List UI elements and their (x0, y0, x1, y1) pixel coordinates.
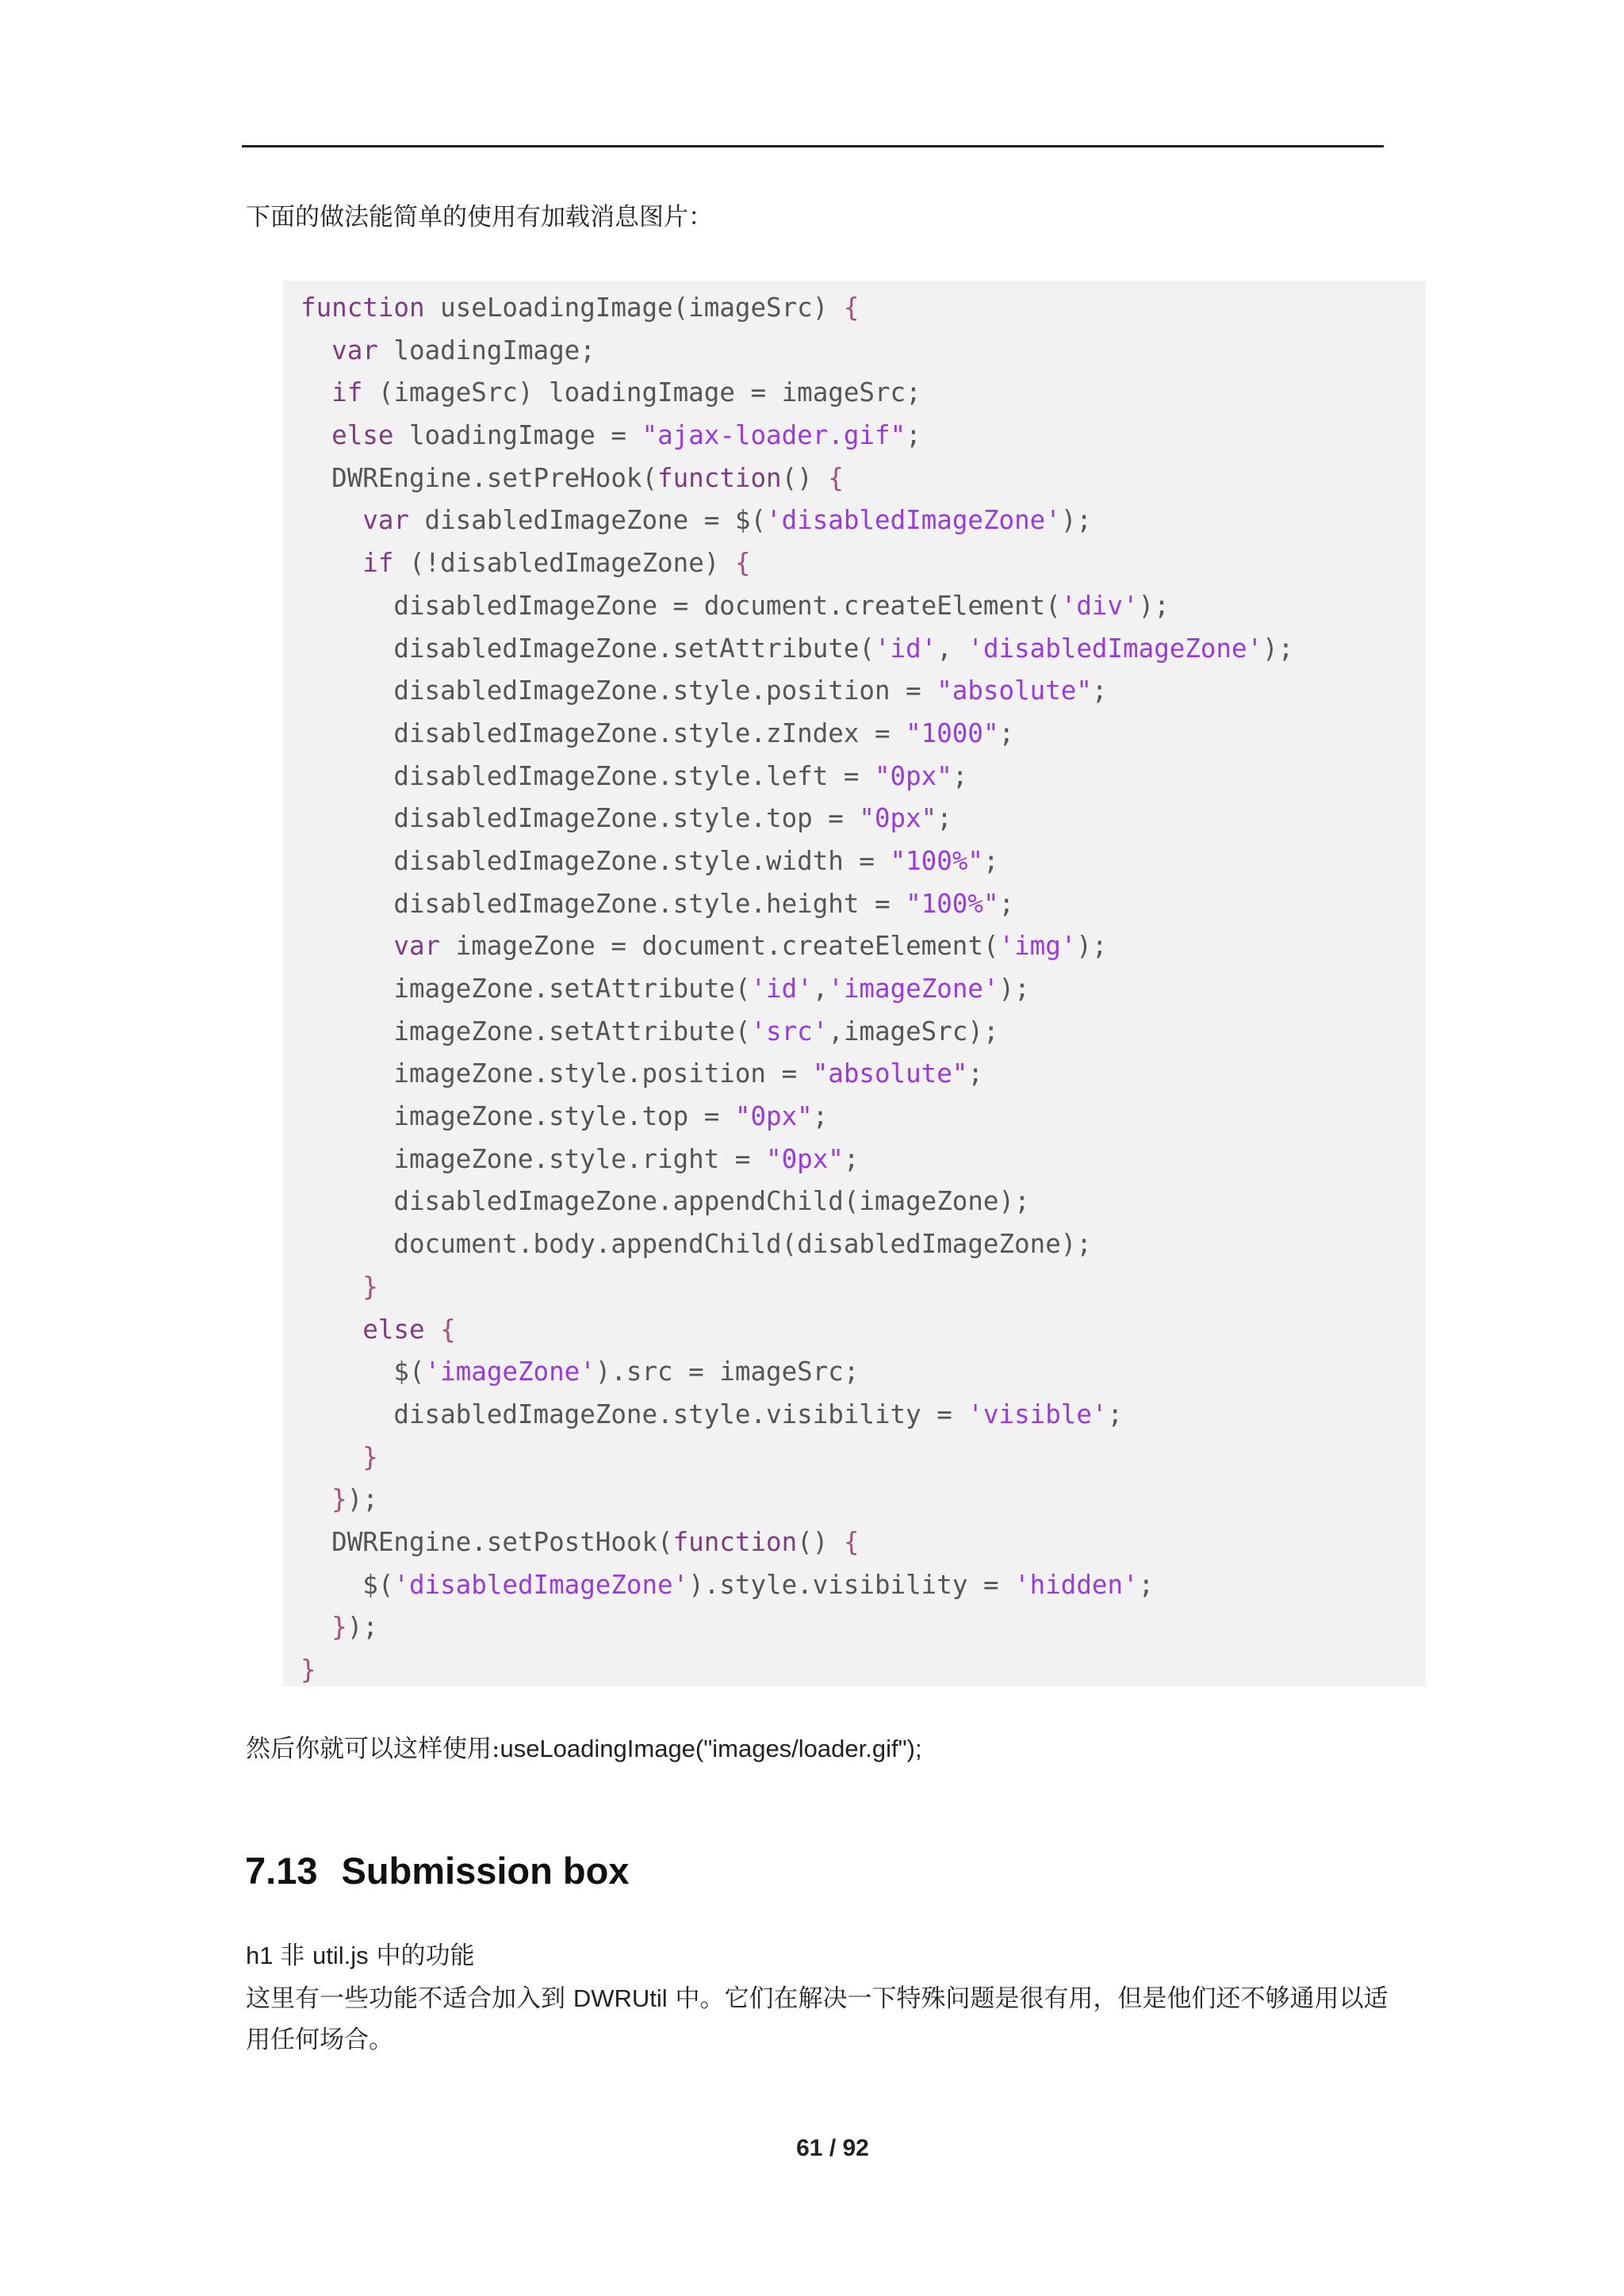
code-line (301, 756, 1426, 798)
code-token: ; (936, 803, 952, 834)
code-token: ; (982, 845, 999, 876)
code-line (301, 499, 1426, 542)
code-token: else (362, 1314, 425, 1345)
usage-code: useLoadingImage("images/loader.gif"); (500, 1735, 922, 1762)
code-line (301, 1606, 1426, 1649)
code-line (301, 1011, 1426, 1054)
code-token: "1000" (906, 718, 999, 748)
code-token: ); (347, 1484, 378, 1515)
code-token (301, 377, 331, 408)
code-token: 'id' (750, 974, 813, 1004)
paragraph-line-1 (246, 1934, 474, 1977)
code-token: imageZone.setAttribute( (301, 1016, 751, 1047)
code-line (301, 1479, 1426, 1521)
code-token: imageZone.style.right = (301, 1143, 766, 1174)
code-token: function (672, 1526, 798, 1557)
code-line (301, 1266, 1426, 1309)
code-token: disabledImageZone.style.height = (301, 888, 906, 919)
header-rule (242, 145, 1384, 147)
code-token: ; (843, 1143, 860, 1174)
code-token: } (301, 1655, 316, 1685)
code-token: if (331, 377, 363, 408)
section-number: 7.13 (245, 1850, 318, 1892)
code-token: 'imageZone' (424, 1357, 596, 1387)
code-token (301, 1314, 362, 1345)
code-block (283, 281, 1426, 1686)
code-token: "0px" (766, 1143, 844, 1174)
code-token: ; (1107, 1399, 1124, 1429)
code-line (301, 287, 1426, 330)
code-line (301, 883, 1426, 926)
code-token (301, 1272, 362, 1302)
code-token: "100%" (906, 888, 999, 919)
code-line (301, 925, 1426, 968)
code-line (301, 1521, 1426, 1564)
code-token: function (657, 462, 782, 493)
code-line (301, 1181, 1426, 1223)
code-token: (!disabledImageZone) (393, 548, 735, 579)
para-text: 非 (280, 1942, 312, 1970)
code-token (301, 1484, 331, 1514)
code-token: 'div' (1060, 590, 1139, 621)
code-token: } (331, 1612, 347, 1643)
usage-text (246, 1732, 922, 1766)
code-token: disabledImageZone.appendChild(imageZone); (301, 1186, 1030, 1217)
code-token: ).style.visibility = (688, 1569, 1015, 1600)
code-line (301, 1394, 1426, 1437)
code-line (301, 713, 1426, 756)
code-token: ; (1091, 675, 1108, 706)
code-line (301, 372, 1426, 415)
code-token: "100%" (890, 845, 983, 876)
code-line (301, 840, 1426, 883)
code-line (301, 628, 1426, 671)
code-token (425, 1314, 441, 1345)
code-token: imageZone.style.top = (301, 1101, 735, 1132)
code-token: loadingImage; (377, 335, 596, 365)
para-text: 中的功能 (368, 1942, 475, 1970)
code-token: disabledImageZone.style.left = (301, 760, 875, 791)
code-token: useLoadingImage(imageSrc) (424, 293, 844, 323)
code-token: ); (1076, 931, 1108, 962)
code-token: () (781, 462, 829, 493)
code-line (301, 542, 1426, 585)
code-token (301, 1442, 362, 1472)
code-token: disabledImageZone = document.createElement( (301, 590, 1061, 621)
code-token: $( (301, 1357, 425, 1387)
code-token: disabledImageZone.style.zIndex = (301, 718, 906, 748)
code-token: "0px" (734, 1101, 813, 1132)
page-number: 61 / 92 (796, 2135, 869, 2161)
code-token: 'visible' (967, 1399, 1108, 1429)
code-token: 'disabledImageZone' (393, 1569, 689, 1600)
code-token: 'disabledImageZone' (766, 505, 1061, 536)
code-token: "ajax-loader.gif" (642, 420, 906, 451)
code-token: 'imageZone' (828, 974, 999, 1004)
code-line (301, 1053, 1426, 1096)
code-token: { (440, 1314, 456, 1345)
intro-text: 下面的做法能简单的使用有加载消息图片： (246, 203, 713, 232)
code-token: ); (998, 974, 1030, 1004)
code-token: } (362, 1271, 378, 1302)
paragraph-line-3: 用任何场合。 (246, 2026, 393, 2054)
code-line (301, 1096, 1426, 1138)
code-line (301, 1564, 1426, 1607)
code-token: , (936, 633, 968, 664)
usage-prefix: 然后你就可以这样使用: (246, 1735, 500, 1763)
code-token: (imageSrc) loadingImage = imageSrc; (362, 377, 921, 408)
code-line (301, 1351, 1426, 1394)
para-text: DWRUtil (573, 1984, 668, 2012)
section-heading (245, 1847, 629, 1895)
code-token: 'img' (998, 931, 1077, 962)
code-token: disabledImageZone.style.visibility = (301, 1399, 968, 1429)
code-token: var (331, 335, 378, 365)
code-line (301, 585, 1426, 628)
code-token (301, 335, 331, 365)
paragraph-line-2 (246, 1977, 1388, 2020)
code-token: 'id' (874, 633, 937, 664)
code-line (301, 968, 1426, 1011)
code-token: if (362, 548, 394, 579)
section-title: Submission box (341, 1850, 630, 1892)
code-token: ; (812, 1101, 829, 1132)
code-token: 'disabledImageZone' (967, 633, 1263, 664)
code-line (301, 798, 1426, 840)
code-token: "0px" (874, 760, 952, 791)
code-token: $( (301, 1569, 394, 1600)
code-line (301, 670, 1426, 713)
code-token: () (797, 1526, 844, 1557)
code-token: ); (1138, 590, 1170, 621)
para-text: h1 (246, 1942, 281, 1969)
code-line (301, 1437, 1426, 1479)
code-token (301, 548, 362, 578)
code-token: } (362, 1441, 378, 1472)
code-token: } (331, 1484, 347, 1515)
code-token: , (812, 974, 829, 1004)
code-token: ; (998, 888, 1015, 919)
code-token: disabledImageZone.setAttribute( (301, 633, 875, 664)
code-token: imageZone.style.position = (301, 1058, 813, 1089)
code-token: ; (967, 1058, 983, 1089)
code-token: ; (906, 420, 921, 451)
code-token: imageZone.setAttribute( (301, 974, 751, 1004)
code-token: function (301, 293, 425, 323)
code-token: var (362, 505, 409, 536)
code-token (301, 931, 393, 961)
code-token: disabledImageZone = $( (408, 505, 767, 536)
code-token: imageZone = document.createElement( (440, 931, 999, 962)
code-token: "absolute" (936, 675, 1092, 706)
code-line (301, 1223, 1426, 1266)
code-token: "0px" (859, 803, 937, 834)
code-token: disabledImageZone.style.width = (301, 845, 891, 876)
para-text: util.js (312, 1942, 369, 1969)
code-token: loadingImage = (393, 420, 642, 451)
code-line (301, 415, 1426, 457)
code-line (301, 457, 1426, 500)
code-token: var (393, 931, 441, 962)
code-token: ; (952, 760, 968, 791)
code-token: DWREngine.setPreHook( (301, 462, 658, 493)
code-token: 'src' (750, 1016, 829, 1047)
code-line (301, 1309, 1426, 1352)
code-token: { (828, 462, 844, 493)
para-text: 中。它们在解决一下特殊问题是很有用，但是他们还不够通用以适 (667, 1984, 1388, 2013)
code-token: ,imageSrc); (828, 1016, 999, 1047)
code-token: document.body.appendChild(disabledImageZone); (301, 1229, 1092, 1260)
code-token: 'hidden' (1014, 1569, 1139, 1600)
code-token: ); (347, 1612, 378, 1643)
code-token: disabledImageZone.style.position = (301, 675, 937, 706)
code-line (301, 330, 1426, 373)
code-token: else (331, 420, 394, 451)
code-token: ); (1262, 633, 1294, 664)
code-token (301, 420, 331, 450)
code-token: ; (998, 718, 1015, 748)
code-token: "absolute" (812, 1058, 968, 1089)
code-token: ); (1060, 505, 1092, 536)
para-text: 这里有一些功能不适合加入到 (246, 1984, 573, 2013)
code-token: ; (1138, 1569, 1155, 1600)
code-line (301, 1649, 1426, 1692)
code-token (301, 1612, 331, 1642)
code-token: { (734, 548, 751, 579)
code-token: disabledImageZone.style.top = (301, 803, 860, 834)
code-token: DWREngine.setPostHook( (301, 1526, 673, 1557)
code-line (301, 1138, 1426, 1181)
code-token: { (843, 293, 860, 323)
code-token (301, 505, 362, 535)
code-token: { (843, 1526, 860, 1557)
code-token: ).src = imageSrc; (595, 1357, 860, 1387)
